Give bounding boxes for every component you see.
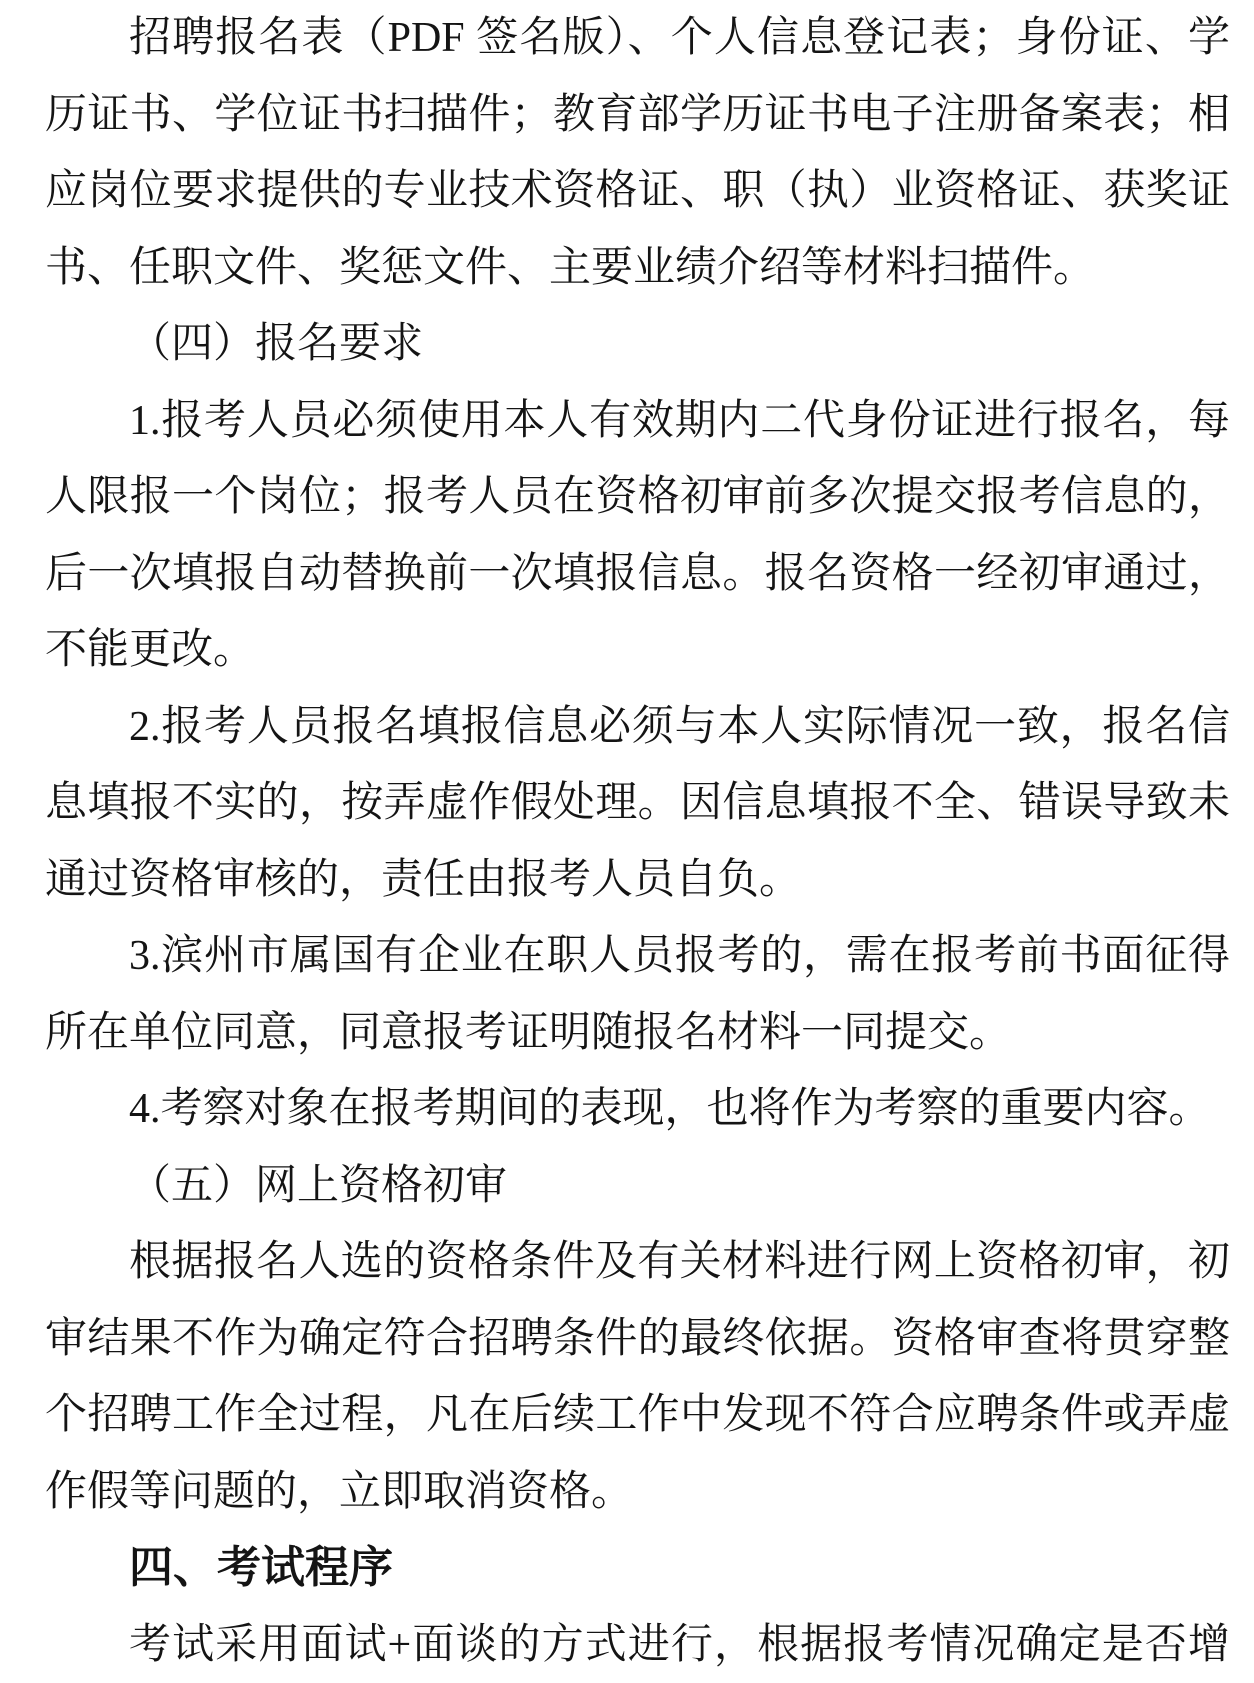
body-text-line: 历证书、学位证书扫描件；教育部学历证书电子注册备案表；相 (45, 91, 1230, 138)
body-text-line: 1.报考人员必须使用本人有效期内二代身份证进行报名，每 (129, 397, 1230, 444)
body-text-line: 所在单位同意，同意报考证明随报名材料一同提交。 (45, 1009, 1012, 1056)
body-text-line: 作假等问题的，立即取消资格。 (45, 1468, 634, 1515)
body-text-line: 人限报一个岗位；报考人员在资格初审前多次提交报考信息的， (45, 474, 1230, 520)
body-text-line: 通过资格审核的，责任由报考人员自负。 (45, 856, 802, 903)
body-text-line: 书、任职文件、奖惩文件、主要业绩介绍等材料扫描件。 (45, 244, 1096, 291)
body-text-line: 个招聘工作全过程，凡在后续工作中发现不符合应聘条件或弄虚 (45, 1392, 1230, 1438)
body-text-line: 根据报名人选的资格条件及有关材料进行网上资格初审，初 (129, 1239, 1230, 1285)
section-heading: 四、考试程序 (129, 1543, 393, 1592)
body-text-line: 不能更改。 (45, 627, 256, 673)
body-text-line: 应岗位要求提供的专业技术资格证、职（执）业资格证、获奖证 (45, 168, 1230, 214)
body-text-line: 息填报不实的，按弄虚作假处理。因信息填报不全、错误导致未 (45, 780, 1230, 826)
body-text-line: 审结果不作为确定符合招聘条件的最终依据。资格审查将贯穿整 (45, 1315, 1230, 1362)
body-text-line: 招聘报名表（PDF 签名版）、个人信息登记表；身份证、学 (129, 15, 1230, 61)
body-text-line: 4.考察对象在报考期间的表现，也将作为考察的重要内容。 (129, 1086, 1211, 1132)
subsection-heading: （四）报名要求 (129, 321, 424, 367)
document-text-block (45, 0, 1230, 1683)
body-text-line: 3.滨州市属国有企业在职人员报考的，需在报考前书面征得 (129, 933, 1230, 979)
subsection-heading: （五）网上资格初审 (129, 1162, 508, 1209)
body-text-line: 考试采用面试+面谈的方式进行，根据报考情况确定是否增 (129, 1621, 1230, 1668)
body-text-line: 2.报考人员报名填报信息必须与本人实际情况一致，报名信 (129, 703, 1230, 750)
body-text-line: 后一次填报自动替换前一次填报信息。报名资格一经初审通过， (45, 550, 1230, 597)
